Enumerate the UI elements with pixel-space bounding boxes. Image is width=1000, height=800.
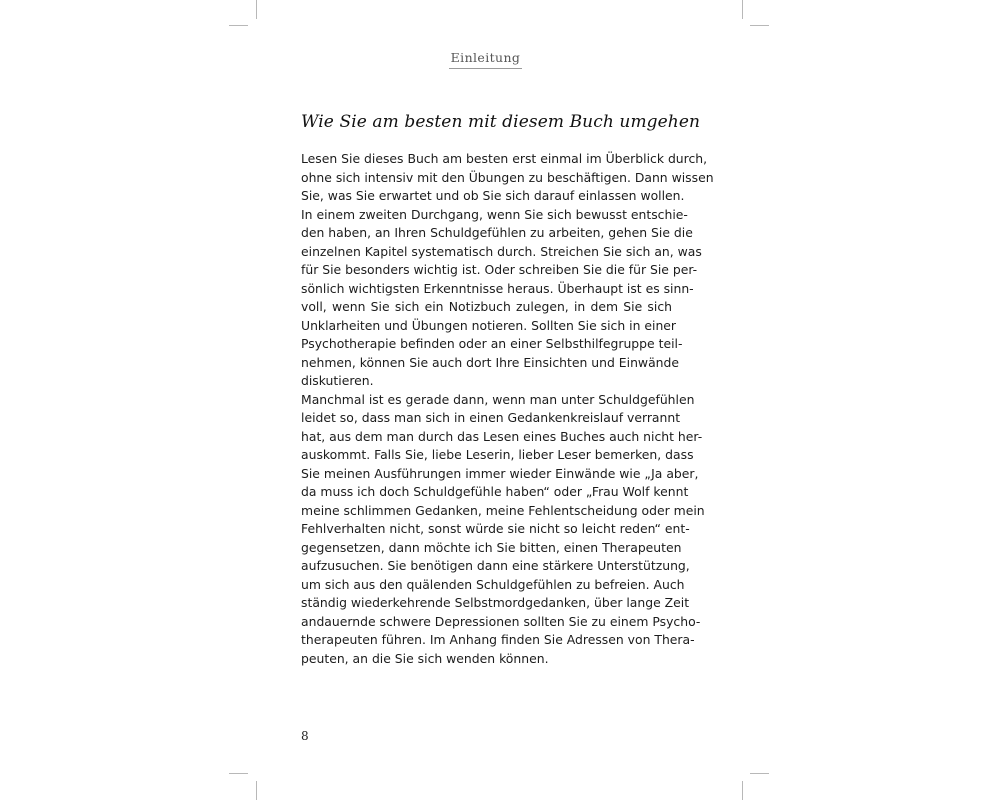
text-line: Manchmal ist es gerade dann, wenn man unter Schuldgefühlen <box>301 391 695 407</box>
text-line: ohne sich intensiv mit den Übungen zu beschäftigen. Dann wissen <box>301 169 714 185</box>
text-line: diskutieren. <box>301 373 374 388</box>
crop-mark-bottom-right-v <box>742 781 743 800</box>
crop-mark-top-right-h <box>750 25 769 26</box>
text-line: den haben, an Ihren Schuldgefühlen zu arbeiten, gehen Sie die <box>301 225 693 240</box>
paragraph <box>301 206 702 391</box>
text-line: hat, aus dem man durch das Lesen eines Buches auch nicht her- <box>301 428 703 444</box>
page-number: 8 <box>301 729 309 743</box>
text-line: andauernde schwere Depressionen sollten Sie zu einem Psycho- <box>301 613 701 629</box>
paragraph <box>301 150 714 206</box>
text-line: Sie, was Sie erwartet und ob Sie sich darauf einlassen wollen. <box>301 188 685 203</box>
text-line: peuten, an die Sie sich wenden können. <box>301 650 549 666</box>
text-line: für Sie besonders wichtig ist. Oder schreiben Sie die für Sie per- <box>301 262 698 277</box>
text-line: einzelnen Kapitel systematisch durch. Streichen Sie sich an, was <box>301 243 702 259</box>
text-line: Unklarheiten und Übungen notieren. Sollten Sie sich in einer <box>301 317 677 333</box>
body-text <box>301 150 714 668</box>
text-line: Sie meinen Ausführungen immer wieder Einwände wie „Ja aber, <box>301 465 699 481</box>
text-line: ständig wiederkehrende Selbstmordgedanken, über lange Zeit <box>301 595 690 610</box>
text-line: In einem zweiten Durchgang, wenn Sie sich bewusst entschie- <box>301 206 688 222</box>
text-line: gegensetzen, dann möchte ich Sie bitten, einen Therapeuten <box>301 539 682 555</box>
crop-mark-bottom-left-v <box>256 781 257 800</box>
text-line: Fehlverhalten nicht, sonst würde sie nicht so leicht reden“ ent- <box>301 521 690 536</box>
text-line: sönlich wichtigsten Erkenntnisse heraus. Überhaupt ist es sinn- <box>301 280 694 296</box>
text-line: nehmen, können Sie auch dort Ihre Einsichten und Einwände <box>301 354 679 370</box>
crop-mark-top-right-v <box>742 0 743 19</box>
text-line: leidet so, dass man sich in einen Gedankenkreislauf verrannt <box>301 410 681 425</box>
crop-mark-top-left-h <box>229 25 248 26</box>
text-line: da muss ich doch Schuldgefühle haben“ oder „Frau Wolf kennt <box>301 484 689 499</box>
text-line: auskommt. Falls Sie, liebe Leserin, lieber Leser bemerken, dass <box>301 447 694 462</box>
crop-mark-bottom-left-h <box>229 773 248 774</box>
text-line: um sich aus den quälenden Schuldgefühlen zu befreien. Auch <box>301 576 685 592</box>
text-line: therapeuten führen. Im Anhang finden Sie Adressen von Thera- <box>301 632 695 647</box>
paragraph <box>301 391 705 669</box>
text-line: Lesen Sie dieses Buch am besten erst einmal im Überblick durch, <box>301 151 708 166</box>
crop-mark-top-left-v <box>256 0 257 19</box>
text-line: meine schlimmen Gedanken, meine Fehlentscheidung oder mein <box>301 502 705 518</box>
text-line: Psychotherapie befinden oder an einer Selbsthilfegruppe teil- <box>301 336 683 351</box>
running-head-label: Einleitung <box>449 50 523 69</box>
text-line: aufzusuchen. Sie benötigen dann eine stärkere Unterstützung, <box>301 558 690 573</box>
text-line: voll, wenn Sie sich ein Notizbuch zulegen, in dem Sie sich <box>301 299 672 314</box>
crop-mark-bottom-right-h <box>750 773 769 774</box>
section-title: Wie Sie am besten mit diesem Buch umgehen <box>301 112 701 132</box>
running-head <box>0 50 971 69</box>
